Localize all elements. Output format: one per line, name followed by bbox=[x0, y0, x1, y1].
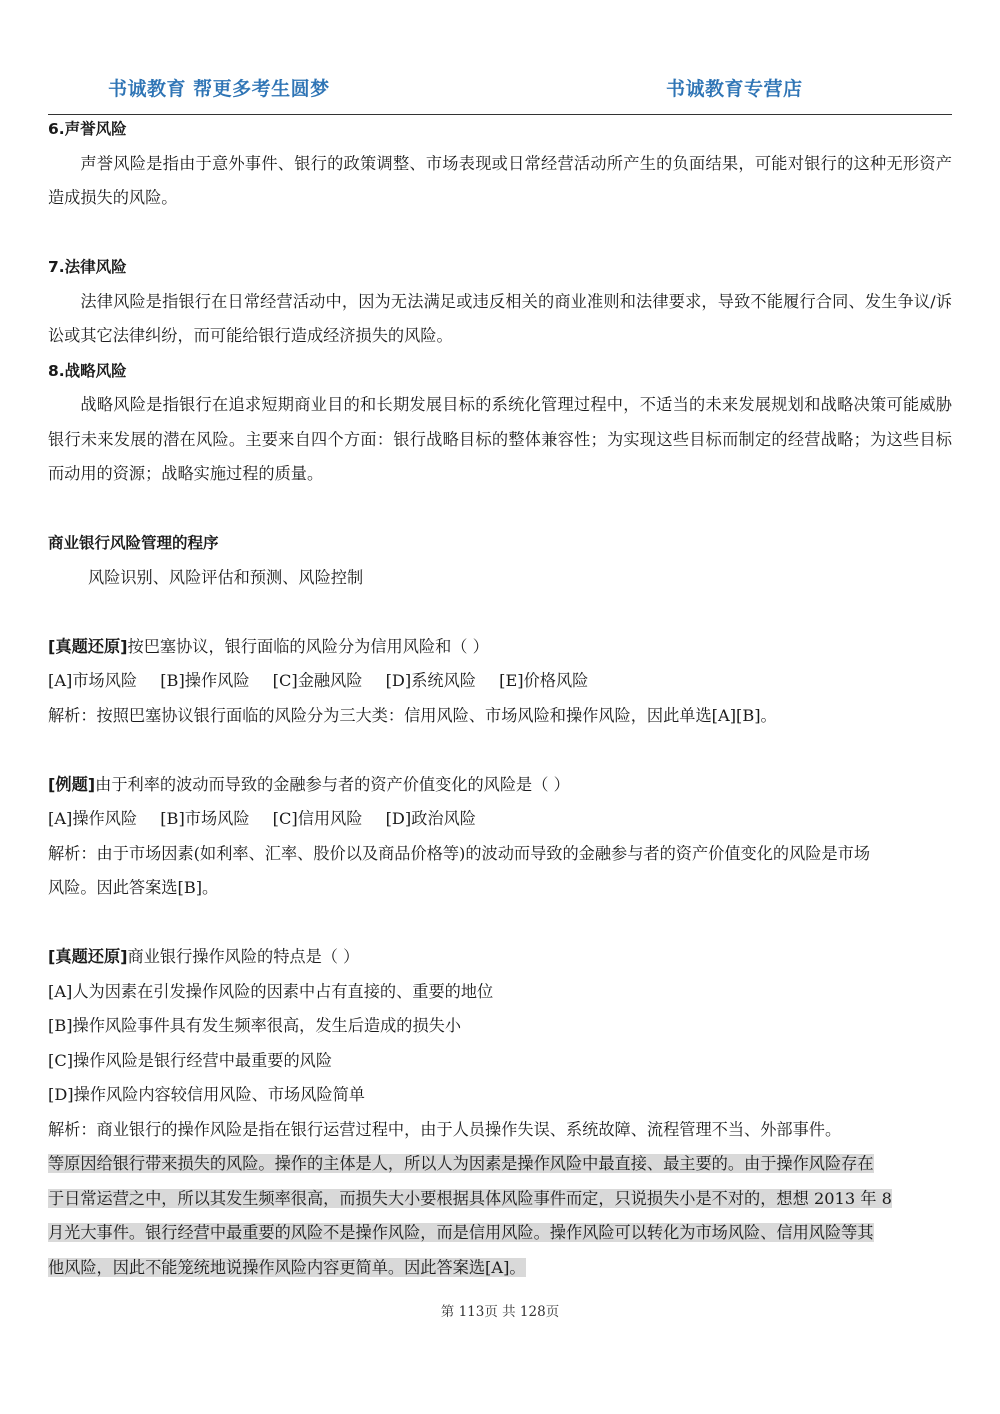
question-3-stem bbox=[48, 940, 952, 975]
q3-option-b: [B]操作风险事件具有发生频率很高，发生后造成的损失小 bbox=[48, 1016, 462, 1035]
q3-option-d: [D]操作风险内容较信用风险、市场风险简单 bbox=[48, 1085, 365, 1104]
procedure-steps: 风险识别、风险评估和预测、风险控制 bbox=[88, 567, 364, 587]
header-right-text: 书诚教育专营店 bbox=[666, 78, 803, 100]
question-1-analysis: 解析：按照巴塞协议银行面临的风险分为三大类：信用风险、市场风险和操作风险，因此单选[A][B]。 bbox=[48, 705, 777, 725]
section-8-text: 战略风险是指银行在追求短期商业目的和长期发展目标的系统化管理过程中，不适当的未来发展规划和战略决策可能威胁银行未来发展的潜在风险。主要来自四个方面：银行战略目标的整体兼容性；为实现这些目标而制定的经营战略；为这些目标而动用的资源；战略实施过程的质量。 bbox=[48, 395, 952, 483]
page-footer: 第 113页 共 128页 bbox=[440, 1304, 560, 1320]
procedure-title: 商业银行风险管理的程序 bbox=[48, 534, 219, 552]
section-6-text: 声誉风险是指由于意外事件、银行的政策调整、市场表现或日常经营活动所产生的负面结果，可能对银行的这种无形资产造成损失的风险。 bbox=[48, 153, 952, 207]
question-3-tag: [真题还原] bbox=[48, 947, 128, 966]
q1-option-b: [B]操作风险 bbox=[160, 671, 250, 690]
section-6-title: 6.声誉风险 bbox=[48, 120, 127, 138]
highlighted-analysis-line-4: 他风险，因此不能笼统地说操作风险内容更简单。因此答案选[A]。 bbox=[48, 1257, 526, 1277]
section-7-text: 法律风险是指银行在日常经营活动中，因为无法满足或违反相关的商业准则和法律要求，导致不能履行合同、发生争议/诉讼或其它法律纠纷，而可能给银行造成经济损失的风险。 bbox=[48, 291, 952, 345]
section-7-title: 7.法律风险 bbox=[48, 258, 127, 276]
q1-option-a: [A]市场风险 bbox=[48, 671, 138, 690]
section-8-title: 8.战略风险 bbox=[48, 361, 127, 380]
question-3-text: 商业银行操作风险的特点是（ ） bbox=[127, 947, 360, 966]
q2-option-d: [D]政治风险 bbox=[385, 809, 476, 828]
page-content bbox=[48, 112, 952, 1285]
q1-option-c: [C]金融风险 bbox=[272, 671, 363, 690]
q3-option-c: [C]操作风险是银行经营中最重要的风险 bbox=[48, 1050, 333, 1070]
question-1-options bbox=[48, 664, 952, 699]
question-2-text: 由于利率的波动而导致的金融参与者的资产价值变化的风险是（ ） bbox=[95, 774, 570, 794]
question-2-analysis-line-1: 解析：由于市场因素(如利率、汇率、股价以及商品价格等)的波动而导致的金融参与者的资产价值变化的风险是市场 bbox=[48, 843, 871, 863]
question-1-text: 按巴塞协议，银行面临的风险分为信用风险和（ ） bbox=[127, 636, 489, 656]
highlighted-analysis-line-2: 于日常运营之中，所以其发生频率很高，而损失大小要根据具体风险事件而定，只说损失小是不对的，想想 2013 年 8 bbox=[48, 1188, 892, 1208]
q1-option-e: [E]价格风险 bbox=[499, 671, 589, 690]
question-1-tag: [真题还原] bbox=[48, 636, 128, 656]
q3-option-a: [A]人为因素在引发操作风险的因素中占有直接的、重要的地位 bbox=[48, 981, 494, 1001]
page-header bbox=[48, 70, 952, 115]
q2-option-b: [B]市场风险 bbox=[160, 809, 250, 828]
question-3-analysis-line-1: 解析：商业银行的操作风险是指在银行运营过程中，由于人员操作失误、系统故障、流程管理不当、外部事件。 bbox=[48, 1119, 842, 1139]
question-1-stem bbox=[48, 630, 952, 665]
header-left-text: 书诚教育 帮更多考生圆梦 bbox=[108, 78, 330, 100]
q2-option-c: [C]信用风险 bbox=[272, 809, 363, 828]
question-2-stem bbox=[48, 768, 952, 803]
question-2-tag: [例题] bbox=[48, 774, 96, 794]
highlighted-analysis-line-1: 等原因给银行带来损失的风险。操作的主体是人，所以人为因素是操作风险中最直接、最主要的。由于操作风险存在 bbox=[48, 1154, 874, 1173]
q2-option-a: [A]操作风险 bbox=[48, 809, 138, 828]
question-2-options bbox=[48, 802, 952, 837]
highlighted-analysis-line-3: 月光大事件。银行经营中最重要的风险不是操作风险，而是信用风险。操作风险可以转化为市场风险、信用风险等其 bbox=[48, 1223, 874, 1242]
q1-option-d: [D]系统风险 bbox=[385, 671, 476, 690]
question-2-analysis-line-2: 风险。因此答案选[B]。 bbox=[48, 878, 219, 897]
